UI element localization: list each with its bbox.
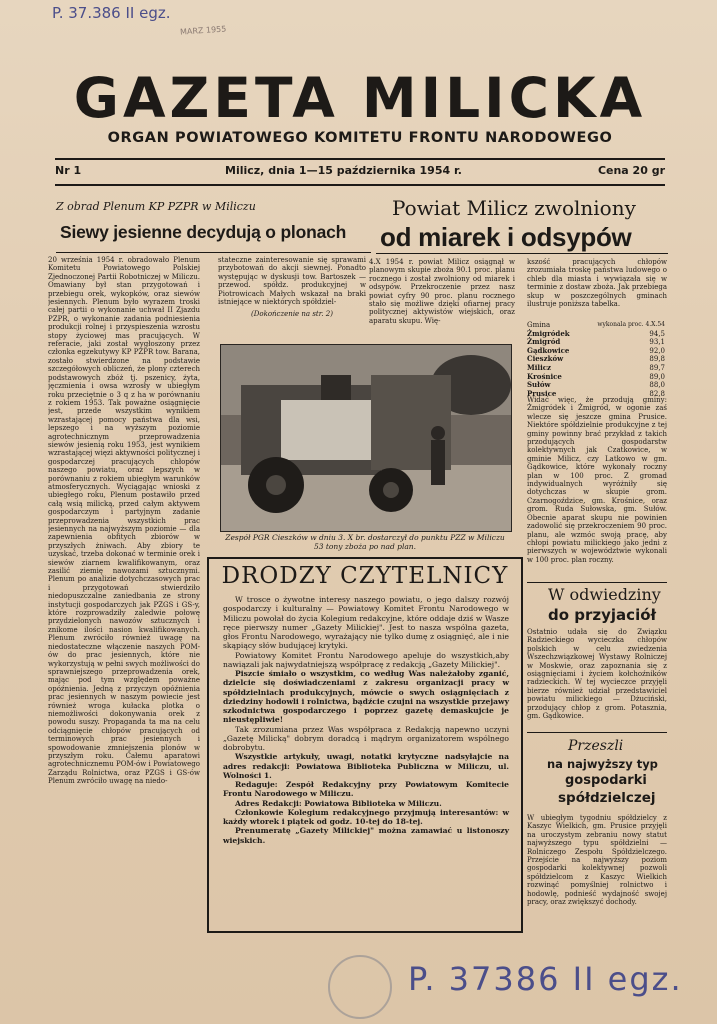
table-cell-proc: 89,0: [649, 372, 665, 381]
table-cell-gmina: Żmigródek: [527, 328, 570, 338]
visit-article-body: Ostatnio udała się do Związku Radzieckiego wycieczka chłopów polskich w celu zwiedzenia Wszechzwiązkowej Wystawy Rolniczej w Moskwie, oraz zapoznania się z osiągnięciami i życiem kołchoźników radzieckich. W tej wycieczce przyjęli bierze również udział przedstawiciel powiatu milickiego — Dżuciński, przodujący chłop z grom. Potasznia, gm. Gądkowice.: [527, 628, 667, 721]
announcement-paragraph: Adres Redakcji: Powiatowa Biblioteka w Miliczu.: [235, 798, 442, 808]
tractor-photo: [220, 344, 512, 532]
masthead: [40, 68, 680, 146]
announcement-paragraph: Tak zrozumiana przez Was współpraca z Redakcją napewno uczyni „Gazetę Milicką" dobrym doradcą i mądrym organizatorem wspólnego dobrobytu.: [223, 724, 509, 752]
handwritten-call-number-top: P. 37.386 II egz.: [52, 4, 171, 22]
table-header-gmina: Gmina: [527, 321, 551, 329]
issue-price: Cena 20 gr: [597, 164, 665, 177]
table-cell-proc: 88,0: [649, 381, 665, 390]
left-headline-rule: [56, 252, 371, 253]
left-article-col2: stateczne zainteresowanie się sprawami przybotowań do akcji siewnej. Ponadto występując w dyskusji tow. Bartoszek — przewod. spółdz. produkcyjnej w Piotrowicach Małych wskazał na braki istniejące w niektórych spółdziel-: [218, 256, 366, 307]
table-cell-proc: 89,8: [649, 355, 665, 364]
left-article-continued: (Dokończenie na str. 2): [251, 310, 333, 318]
coop-article-body: W ubiegłym tygodniu spółdzielcy z Kaszyc Wielkich, gm. Prusice przyjęli na uroczystym zebraniu nowy statut najwyższego typu spółdzielni — Rolniczego Zespołu Spółdzielczego. Przejście na najwyższy poziom gospodarki kolektywnej pozwoli spółdzielcom z Kaszyc Wielkich rozwinąć pomyślniej rolnictwo i hodowlę, podnieść wydajność swojej pracy, oraz zwiększyć dochody.: [527, 814, 667, 907]
coop-article-headline-3: gospodarki: [565, 773, 647, 788]
announcement-paragraph: Redaguje: Zespół Redakcyjny przy Powiatowym Komitecie Frontu Narodowego w Miliczu.: [223, 780, 509, 799]
announcement-paragraph: Prenumeratę „Gazety Milickiej" można zamawiać u listonoszy wiejskich.: [223, 826, 509, 845]
handwritten-call-number-bottom: P. 37386 II egz.: [408, 960, 683, 998]
stamp-date: MARZ 1955: [179, 24, 227, 37]
right-article-headline-2: od miarek i odsypów: [380, 222, 632, 252]
table-cell-gmina: Sułów: [527, 380, 551, 390]
table-header-wykonala: wykonala proc. 4.X.54: [597, 321, 665, 328]
announcement-paragraph: W trosce o żywotne interesy naszego powiatu, o jego dalszy rozwój gospodarczy i kulturalny — Powiatowy Komitet Frontu Narodowego w Miliczu powołał do życia Kolegium redakcyjne, które oddaje dziś w Wasze ręce pierwszy numer „Gazety Milickiej". Jest to nasza wspólna gazeta, głos Frontu Narodowego, wyrażający nie tylko dumę z osiągnięć, ale i nie skąpiący słów budującej krytyki.: [223, 595, 509, 651]
table-cell-gmina: Cieszków: [527, 354, 564, 364]
left-article-headline: Siewy jesienne decydują o plonach: [60, 222, 347, 242]
newspaper-title: GAZETA MILICKA: [73, 66, 647, 130]
coop-article-headline-2: na najwyższy typ: [547, 757, 658, 771]
table-cell-gmina: Milicz: [527, 362, 551, 372]
photo-caption: Zespół PGR Cieszków w dniu 3. X br. dostarczył do punktu PZZ w Miliczu 53 tony zboża po nad plan.: [225, 533, 505, 551]
table-cell-proc: 89,7: [649, 363, 665, 372]
right-headline-rule: [376, 253, 668, 254]
table-cell-proc: 82,8: [649, 389, 665, 398]
table-cell-gmina: Prusice: [527, 388, 557, 398]
table-cell-gmina: Gądkowice: [527, 345, 570, 355]
right-article-col3: Widać więc, że przodują gminy: Żmigródek i Żmigród, w ogonie zaś wlecze się jeszcze gmina Prusice. Niektóre spółdzielnie produkcyjne z tej gminy powinny brać przykład z takich przodujących gospodarstw kolektywnych jak Czatkowice, w gminie Milicz, czy Latkowo w gm. Gądkowice, które wykonały roczny plan w 100 proc. Z gromad indywidualnych wyróżniły się dotychczas w skupie grom. Czarnogoździce, gm. Krośnice, oraz grom. Ruda Sułowska, gm. Sułów. Obecnie aparat skupu nie powinien zadowolić się przekroczeniem 90 proc. planu, ale wzmóc swoją pracę, aby chłopi powiatu milickiego jako jedni z pierwszych w województwie wykonali w 100 proc. plan roczny.: [527, 396, 667, 564]
visit-article-headline-1: W odwiedziny: [548, 585, 661, 604]
right-article-headline-1: Powiat Milicz zwolniony: [392, 196, 636, 220]
grain-purchase-table: [527, 321, 665, 398]
coop-article-headline-4: spółdzielczej: [558, 790, 656, 806]
announcement-paragraph: Powiatowy Komitet Frontu Narodowego apeluje do wszystkich,aby nawiązali jak najwydatniejszą współpracę z redakcją „Gazety Milickiej".: [223, 650, 509, 669]
announcement-paragraph: Członkowie Kolegium redakcyjnego przyjmują interesantów: w każdy wtorek i piątek od godz. 10-tej do 18-tej.: [223, 807, 509, 826]
newspaper-subtitle: ORGAN POWIATOWEGO KOMITETU FRONTU NARODOWEGO: [107, 130, 613, 146]
table-cell-gmina: Żmigród: [527, 337, 561, 347]
issue-line: [55, 158, 665, 186]
library-round-stamp: [328, 955, 392, 1019]
right-article-col1: 4.X 1954 r. powiat Milicz osiągnął w planowym skupie zboża 90.1 proc. planu rocznego i został zwolniony od miarek i odsypów. Przekroczenie przez nasz powiat cyfry 90 proc. planu rocznego stało się możliwe dzięki ofiarnej pracy politycznej aktywistów wiejskich, oraz aparatu skupu. Wię-: [369, 258, 515, 325]
issue-date: Milicz, dnia 1—15 października 1954 r.: [225, 164, 462, 177]
left-article-col1: 20 września 1954 r. obradowało Plenum Komitetu Powiatowego Polskiej Zjednoczonej Partii Robotniczej w Miliczu. Omawiany był stan przygotowań i przebiegu orek, wykopków, oraz siewów jesiennych. Plenum było wyrazem troski całej partii o wykonanie uchwał II Zjazdu PZPR, o wykonanie zadania podniesienia produkcji rolnej i przyspieszenia wzrostu stopy życiowej mas pracujących. W referacie, jaki został wygłoszony przez członka egzekutywy KP PZPR tow. Barana, zostało stwierdzone na podstawie szczegółowych obliczeń, że plony czterech podstawowych zbóż tj. pszenicy, żyta, jęczmienia i owsa wzrosły w ubiegłym roku przeciętnie o 3 q z ha w porównaniu z rokiem 1953. Tak poważne osiągnięcie jest, przede wszystkim wynikiem wzrastającej pomocy państwa dla wsi, lepszego i na wyższym poziomie agrotechnicznym przeprowadzenia siewów jesienią roku 1953, jest wynikiem wzrastającej więzi aktywności politycznej i gospodarczej pracujących chłopów naszego powiatu, oraz lepszych w porównaniu z rokiem ubiegłym warunków atmosferycznych. Wyciągając wnioski z ubiegłego roku, Plenum postawiło przed całą wsią milicką, przed całym aktywem gospodarczym i partyjnym zadanie przeprowadzenia wszystkich prac jesiennych na najwyższym poziomie — dla zapewnienia obfitych zbiorów w przyszłych żniwach. Aby zbiory te uzyskać, trzeba dokonać w terminie orek i siewów ziarnem kwalifikowanym, oraz zasilić ziemię nawozami sztucznymi. Plenum po analizie dotychczasowych prac i przygotowań stwierdziło niedopuszczalne zaniedbania ze strony instytucji gospodarczych jak PZGS i GS-y, które rozprowadziły zaledwie połowę przydzielonych nawozów sztucznych i znikome ilości nasion kwalifikowanych. Plenum zwróciło również uwagę na niedostateczne włączenie naszych POM-ów do prac jesiennych, które nie wykorzystują w pełni swych możliwości do sprawniejszego przeprowadzenia orek, mając pod tym względem poważne opóźnienia. Jedną z przyczyn opóźnienia prac jesiennych w naszym powiecie jest również wroga kułacka plotka o niemożliwości dokonywania orek z powodu suszy. Propaganda ta ma na celu odciągnięcie chłopów pracujących od terminowych prac jesiennych i spowodowanie zmniejszenia plonów w przyszłym roku. Całemu aparatowi agrotechnicznemu POM-ów i Powiatowego Zarządu Rolnictwa, oraz PZGS i GS-ów Plenum zwróciło uwagę na niedo-: [48, 256, 200, 786]
readers-announcement-box: [207, 557, 523, 933]
issue-number: Nr 1: [55, 164, 82, 177]
visit-article-rule: [527, 582, 667, 583]
visit-article-headline-2: do przyjaciół: [548, 606, 657, 624]
table-cell-proc: 93,1: [649, 338, 665, 347]
readers-announcement-title: DRODZY CZYTELNICY: [221, 563, 509, 589]
table-cell-proc: 92,0: [649, 346, 665, 355]
announcement-paragraph: Piszcie śmiało o wszystkim, co według Was należałoby zganić, dzielcie się doświadczeniami z zakresu organizacji pracy w spółdzielniach produkcyjnych, mówcie o swych osiągnięciach z dziedziny hodowli i rolnictwa, bądźcie czujni na wszystkie przejawy szkodnictwa gospodarczego i poprzez gazetę demaskujcie je nieustępliwie!: [223, 669, 509, 725]
table-cell-gmina: Krośnice: [527, 371, 562, 381]
right-article-col2: kszość pracujących chłopów zrozumiała troskę państwa ludowego o chleb dla miasta i wywiązała się w terminie z dostaw zboża. Jak przebiega skup w poszczególnych gminach ilustruje poniższa tabelka.: [527, 258, 667, 309]
coop-article-headline-1: Przeszli: [568, 738, 624, 754]
left-article-kicker: Z obrad Plenum KP PZPR w Miliczu: [56, 200, 256, 213]
readers-announcement-body: [223, 595, 509, 845]
coop-article-rule: [527, 732, 667, 733]
announcement-paragraph: Wszystkie artykuły, uwagi, notatki krytyczne nadsyłajcie na adres redakcji: Powiatowa Biblioteka Publiczna w Miliczu, ul. Wolności 1.: [223, 752, 509, 780]
tractor-photo-image: [221, 345, 511, 531]
table-cell-proc: 94,5: [649, 329, 665, 338]
